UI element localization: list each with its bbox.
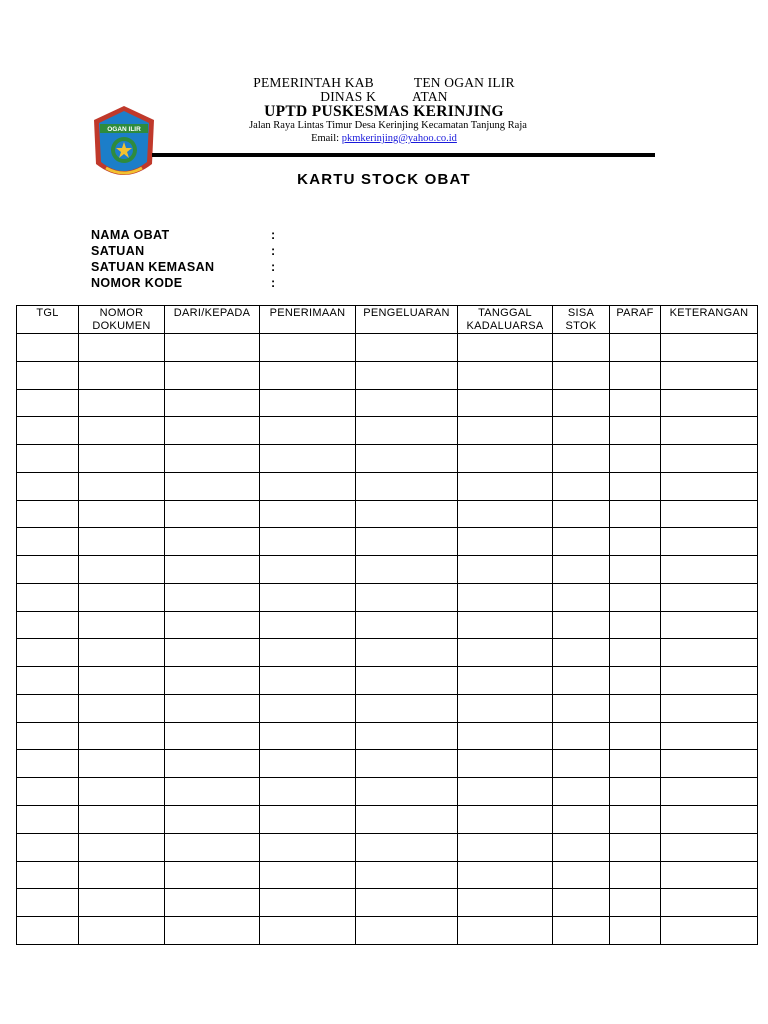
table-cell[interactable] bbox=[553, 861, 610, 889]
table-cell[interactable] bbox=[79, 861, 165, 889]
table-cell[interactable] bbox=[661, 500, 758, 528]
field-colon: : bbox=[271, 276, 276, 290]
table-cell[interactable] bbox=[553, 750, 610, 778]
table-cell[interactable] bbox=[356, 861, 458, 889]
table-cell[interactable] bbox=[79, 583, 165, 611]
table-cell[interactable] bbox=[79, 389, 165, 417]
table-body bbox=[17, 334, 758, 945]
table-cell[interactable] bbox=[79, 417, 165, 445]
table-cell[interactable] bbox=[260, 583, 356, 611]
table-cell[interactable] bbox=[610, 694, 661, 722]
table-cell[interactable] bbox=[661, 667, 758, 695]
organization-name: UPTD PUSKESMAS KERINJING bbox=[264, 103, 504, 120]
table-row bbox=[17, 334, 758, 362]
table-cell[interactable] bbox=[458, 500, 553, 528]
table-cell[interactable] bbox=[458, 750, 553, 778]
table-cell[interactable] bbox=[356, 583, 458, 611]
table-cell[interactable] bbox=[458, 417, 553, 445]
table-cell[interactable] bbox=[17, 917, 79, 945]
table-cell[interactable] bbox=[661, 361, 758, 389]
table-cell[interactable] bbox=[610, 778, 661, 806]
table-cell[interactable] bbox=[260, 667, 356, 695]
table-row bbox=[17, 417, 758, 445]
table-cell[interactable] bbox=[260, 556, 356, 584]
letterhead bbox=[0, 0, 768, 170]
table-cell[interactable] bbox=[610, 528, 661, 556]
table-cell[interactable] bbox=[661, 833, 758, 861]
table-row bbox=[17, 778, 758, 806]
column-header-line: KADALUARSA bbox=[466, 320, 544, 332]
table-row bbox=[17, 861, 758, 889]
table-row bbox=[17, 917, 758, 945]
table-cell[interactable] bbox=[165, 667, 260, 695]
table-cell[interactable] bbox=[17, 583, 79, 611]
table-cell[interactable] bbox=[458, 833, 553, 861]
table-cell[interactable] bbox=[458, 528, 553, 556]
table-cell[interactable] bbox=[356, 833, 458, 861]
table-cell[interactable] bbox=[610, 389, 661, 417]
table-cell[interactable] bbox=[458, 667, 553, 695]
table-cell[interactable] bbox=[553, 806, 610, 834]
table-row bbox=[17, 639, 758, 667]
table-cell[interactable] bbox=[458, 361, 553, 389]
table-cell[interactable] bbox=[610, 889, 661, 917]
table-cell[interactable] bbox=[610, 500, 661, 528]
column-header bbox=[661, 306, 758, 334]
table-cell[interactable] bbox=[260, 750, 356, 778]
table-cell[interactable] bbox=[260, 445, 356, 473]
table-cell[interactable] bbox=[356, 334, 458, 362]
column-header-line: DARI/KEPADA bbox=[173, 307, 251, 319]
column-header-line: PENERIMAAN bbox=[269, 307, 346, 319]
table-row bbox=[17, 889, 758, 917]
table-cell[interactable] bbox=[356, 445, 458, 473]
table-cell[interactable] bbox=[661, 750, 758, 778]
table-cell[interactable] bbox=[458, 611, 553, 639]
table-cell[interactable] bbox=[661, 556, 758, 584]
table-cell[interactable] bbox=[17, 445, 79, 473]
table-cell[interactable] bbox=[553, 361, 610, 389]
table-cell[interactable] bbox=[260, 472, 356, 500]
table-cell[interactable] bbox=[610, 750, 661, 778]
table-cell[interactable] bbox=[79, 694, 165, 722]
table-cell[interactable] bbox=[79, 611, 165, 639]
field-colon: : bbox=[271, 260, 276, 274]
table-cell[interactable] bbox=[661, 389, 758, 417]
table-cell[interactable] bbox=[610, 861, 661, 889]
table-cell[interactable] bbox=[458, 889, 553, 917]
column-header bbox=[17, 306, 79, 334]
column-header bbox=[610, 306, 661, 334]
table-cell[interactable] bbox=[165, 639, 260, 667]
table-cell[interactable] bbox=[17, 806, 79, 834]
table-cell[interactable] bbox=[661, 334, 758, 362]
table-cell[interactable] bbox=[79, 445, 165, 473]
table-cell[interactable] bbox=[260, 334, 356, 362]
table-cell[interactable] bbox=[260, 500, 356, 528]
column-header-line: TGL bbox=[36, 307, 59, 319]
field-label: NAMA OBAT bbox=[91, 228, 170, 242]
table-cell[interactable] bbox=[260, 833, 356, 861]
table-cell[interactable] bbox=[553, 389, 610, 417]
table-cell[interactable] bbox=[79, 806, 165, 834]
table-cell[interactable] bbox=[661, 917, 758, 945]
table-cell[interactable] bbox=[165, 806, 260, 834]
table-cell[interactable] bbox=[458, 472, 553, 500]
table-header-row bbox=[17, 306, 758, 334]
table-cell[interactable] bbox=[165, 750, 260, 778]
table-cell[interactable] bbox=[17, 500, 79, 528]
table-cell[interactable] bbox=[260, 778, 356, 806]
table-cell[interactable] bbox=[610, 722, 661, 750]
table-row bbox=[17, 445, 758, 473]
table-cell[interactable] bbox=[553, 472, 610, 500]
column-header bbox=[165, 306, 260, 334]
column-header bbox=[356, 306, 458, 334]
table-cell[interactable] bbox=[356, 778, 458, 806]
table-cell[interactable] bbox=[661, 583, 758, 611]
table-cell[interactable] bbox=[79, 778, 165, 806]
table-cell[interactable] bbox=[79, 750, 165, 778]
table-cell[interactable] bbox=[661, 694, 758, 722]
table-cell[interactable] bbox=[610, 833, 661, 861]
table-row bbox=[17, 833, 758, 861]
table-cell[interactable] bbox=[458, 861, 553, 889]
table-cell[interactable] bbox=[17, 639, 79, 667]
table-cell[interactable] bbox=[356, 889, 458, 917]
table-cell[interactable] bbox=[610, 472, 661, 500]
table-cell[interactable] bbox=[553, 833, 610, 861]
table-cell[interactable] bbox=[17, 778, 79, 806]
field-row bbox=[91, 275, 281, 291]
column-header-line: NOMOR bbox=[99, 307, 144, 319]
table-cell[interactable] bbox=[165, 861, 260, 889]
table-cell[interactable] bbox=[356, 500, 458, 528]
table-cell[interactable] bbox=[165, 417, 260, 445]
table-cell[interactable] bbox=[661, 611, 758, 639]
column-header-line: PENGELUARAN bbox=[363, 307, 450, 319]
table-cell[interactable] bbox=[165, 445, 260, 473]
table-cell[interactable] bbox=[260, 889, 356, 917]
table-cell[interactable] bbox=[553, 500, 610, 528]
table-cell[interactable] bbox=[17, 361, 79, 389]
table-cell[interactable] bbox=[17, 694, 79, 722]
table-cell[interactable] bbox=[79, 833, 165, 861]
table-cell[interactable] bbox=[79, 889, 165, 917]
table-cell[interactable] bbox=[165, 833, 260, 861]
table-cell[interactable] bbox=[165, 778, 260, 806]
table-cell[interactable] bbox=[260, 361, 356, 389]
table-cell[interactable] bbox=[356, 528, 458, 556]
table-cell[interactable] bbox=[165, 500, 260, 528]
table-cell[interactable] bbox=[165, 361, 260, 389]
table-row bbox=[17, 667, 758, 695]
table-cell[interactable] bbox=[610, 445, 661, 473]
table-cell[interactable] bbox=[458, 694, 553, 722]
logo-text: OGAN ILIR bbox=[107, 126, 141, 133]
table-cell[interactable] bbox=[165, 917, 260, 945]
field-row bbox=[91, 259, 281, 275]
table-cell[interactable] bbox=[610, 806, 661, 834]
table-cell[interactable] bbox=[356, 694, 458, 722]
table-cell[interactable] bbox=[553, 778, 610, 806]
drug-info-fields bbox=[91, 227, 281, 291]
column-header-line: DOKUMEN bbox=[92, 320, 151, 332]
table-cell[interactable] bbox=[260, 806, 356, 834]
table-cell[interactable] bbox=[553, 556, 610, 584]
table-cell[interactable] bbox=[17, 833, 79, 861]
table-cell[interactable] bbox=[553, 417, 610, 445]
table-cell[interactable] bbox=[553, 445, 610, 473]
table-cell[interactable] bbox=[553, 639, 610, 667]
table-cell[interactable] bbox=[17, 556, 79, 584]
table-cell[interactable] bbox=[661, 861, 758, 889]
column-header bbox=[458, 306, 553, 334]
table-cell[interactable] bbox=[356, 611, 458, 639]
table-cell[interactable] bbox=[661, 472, 758, 500]
table-cell[interactable] bbox=[356, 750, 458, 778]
table-cell[interactable] bbox=[458, 334, 553, 362]
table-cell[interactable] bbox=[356, 389, 458, 417]
table-cell[interactable] bbox=[610, 417, 661, 445]
column-header bbox=[260, 306, 356, 334]
table-cell[interactable] bbox=[610, 361, 661, 389]
table-cell[interactable] bbox=[260, 917, 356, 945]
table-cell[interactable] bbox=[610, 611, 661, 639]
table-cell[interactable] bbox=[356, 361, 458, 389]
table-cell[interactable] bbox=[165, 694, 260, 722]
table-cell[interactable] bbox=[17, 861, 79, 889]
table-cell[interactable] bbox=[661, 528, 758, 556]
table-row bbox=[17, 500, 758, 528]
column-header bbox=[79, 306, 165, 334]
column-header-line: TANGGAL bbox=[478, 307, 532, 319]
table-row bbox=[17, 694, 758, 722]
table-row bbox=[17, 583, 758, 611]
address-line: Jalan Raya Lintas Timur Desa Kerinjing Kecamatan Tanjung Raja bbox=[249, 120, 527, 131]
table-cell[interactable] bbox=[17, 667, 79, 695]
table-row bbox=[17, 556, 758, 584]
table-cell[interactable] bbox=[79, 556, 165, 584]
table-cell[interactable] bbox=[661, 889, 758, 917]
table-cell[interactable] bbox=[17, 722, 79, 750]
table-cell[interactable] bbox=[165, 528, 260, 556]
table-cell[interactable] bbox=[356, 806, 458, 834]
table-cell[interactable] bbox=[17, 417, 79, 445]
table-cell[interactable] bbox=[661, 806, 758, 834]
table-cell[interactable] bbox=[165, 722, 260, 750]
table-cell[interactable] bbox=[165, 472, 260, 500]
table-cell[interactable] bbox=[17, 389, 79, 417]
table-cell[interactable] bbox=[79, 361, 165, 389]
table-cell[interactable] bbox=[79, 472, 165, 500]
table-cell[interactable] bbox=[610, 667, 661, 695]
table-cell[interactable] bbox=[610, 917, 661, 945]
table-row bbox=[17, 361, 758, 389]
table-row bbox=[17, 528, 758, 556]
table-cell[interactable] bbox=[356, 417, 458, 445]
table-cell[interactable] bbox=[553, 528, 610, 556]
table-cell[interactable] bbox=[260, 389, 356, 417]
table-cell[interactable] bbox=[458, 556, 553, 584]
table-cell[interactable] bbox=[458, 917, 553, 945]
table-cell[interactable] bbox=[553, 917, 610, 945]
table-cell[interactable] bbox=[661, 417, 758, 445]
table-cell[interactable] bbox=[458, 778, 553, 806]
table-cell[interactable] bbox=[610, 556, 661, 584]
table-cell[interactable] bbox=[165, 389, 260, 417]
table-cell[interactable] bbox=[79, 334, 165, 362]
table-cell[interactable] bbox=[79, 722, 165, 750]
table-row bbox=[17, 722, 758, 750]
table-cell[interactable] bbox=[165, 556, 260, 584]
table-row bbox=[17, 750, 758, 778]
table-cell[interactable] bbox=[79, 500, 165, 528]
table-cell[interactable] bbox=[356, 556, 458, 584]
email-line bbox=[0, 133, 768, 144]
department-line: DINAS K ATAN bbox=[320, 89, 448, 104]
table-cell[interactable] bbox=[17, 528, 79, 556]
column-header-line: SISA bbox=[567, 307, 595, 319]
email-label: Email: bbox=[311, 133, 340, 144]
table-cell[interactable] bbox=[553, 722, 610, 750]
table-cell[interactable] bbox=[553, 889, 610, 917]
table-row bbox=[17, 611, 758, 639]
table-cell[interactable] bbox=[661, 778, 758, 806]
table-cell[interactable] bbox=[165, 334, 260, 362]
table-cell[interactable] bbox=[17, 472, 79, 500]
field-row bbox=[91, 227, 281, 243]
field-label: SATUAN bbox=[91, 244, 145, 258]
table-cell[interactable] bbox=[458, 639, 553, 667]
table-cell[interactable] bbox=[661, 639, 758, 667]
stock-card-table bbox=[16, 305, 758, 945]
table-cell[interactable] bbox=[260, 861, 356, 889]
email-link[interactable]: pkmkerinjing@yahoo.co.id bbox=[341, 133, 457, 144]
table-cell[interactable] bbox=[17, 334, 79, 362]
table-row bbox=[17, 806, 758, 834]
table-cell[interactable] bbox=[458, 445, 553, 473]
table-cell[interactable] bbox=[356, 639, 458, 667]
field-label: SATUAN KEMASAN bbox=[91, 260, 215, 274]
table-cell[interactable] bbox=[260, 528, 356, 556]
table-cell[interactable] bbox=[356, 722, 458, 750]
field-colon: : bbox=[271, 228, 276, 242]
government-line: PEMERINTAH KAB TEN OGAN ILIR bbox=[253, 75, 515, 90]
table-cell[interactable] bbox=[610, 639, 661, 667]
table-cell[interactable] bbox=[356, 472, 458, 500]
table-cell[interactable] bbox=[17, 611, 79, 639]
table-cell[interactable] bbox=[458, 806, 553, 834]
table-cell[interactable] bbox=[356, 917, 458, 945]
table-cell[interactable] bbox=[661, 445, 758, 473]
column-header bbox=[553, 306, 610, 334]
table-cell[interactable] bbox=[610, 583, 661, 611]
table-cell[interactable] bbox=[553, 334, 610, 362]
table-cell[interactable] bbox=[17, 750, 79, 778]
table-cell[interactable] bbox=[165, 611, 260, 639]
table-row bbox=[17, 472, 758, 500]
field-label: NOMOR KODE bbox=[91, 276, 183, 290]
table-cell[interactable] bbox=[79, 528, 165, 556]
table-cell[interactable] bbox=[260, 417, 356, 445]
table-cell[interactable] bbox=[661, 722, 758, 750]
column-header-line: KETERANGAN bbox=[669, 307, 749, 319]
table-cell[interactable] bbox=[553, 583, 610, 611]
document-title: KARTU STOCK OBAT bbox=[297, 171, 471, 188]
table-cell[interactable] bbox=[553, 694, 610, 722]
table-cell[interactable] bbox=[458, 583, 553, 611]
table-cell[interactable] bbox=[79, 639, 165, 667]
table-cell[interactable] bbox=[260, 694, 356, 722]
table-cell[interactable] bbox=[260, 722, 356, 750]
column-header-line: PARAF bbox=[616, 307, 654, 319]
field-row bbox=[91, 243, 281, 259]
table-cell[interactable] bbox=[356, 667, 458, 695]
header-divider bbox=[152, 153, 655, 157]
column-header-line: STOK bbox=[565, 320, 597, 332]
table-cell[interactable] bbox=[79, 667, 165, 695]
field-colon: : bbox=[271, 244, 276, 258]
table-cell[interactable] bbox=[458, 722, 553, 750]
table-cell[interactable] bbox=[260, 611, 356, 639]
table-cell[interactable] bbox=[553, 611, 610, 639]
table-cell[interactable] bbox=[79, 917, 165, 945]
table-cell[interactable] bbox=[17, 889, 79, 917]
table-cell[interactable] bbox=[458, 389, 553, 417]
table-row bbox=[17, 389, 758, 417]
table-cell[interactable] bbox=[610, 334, 661, 362]
table-cell[interactable] bbox=[165, 889, 260, 917]
table-cell[interactable] bbox=[553, 667, 610, 695]
table-cell[interactable] bbox=[165, 583, 260, 611]
table-cell[interactable] bbox=[260, 639, 356, 667]
